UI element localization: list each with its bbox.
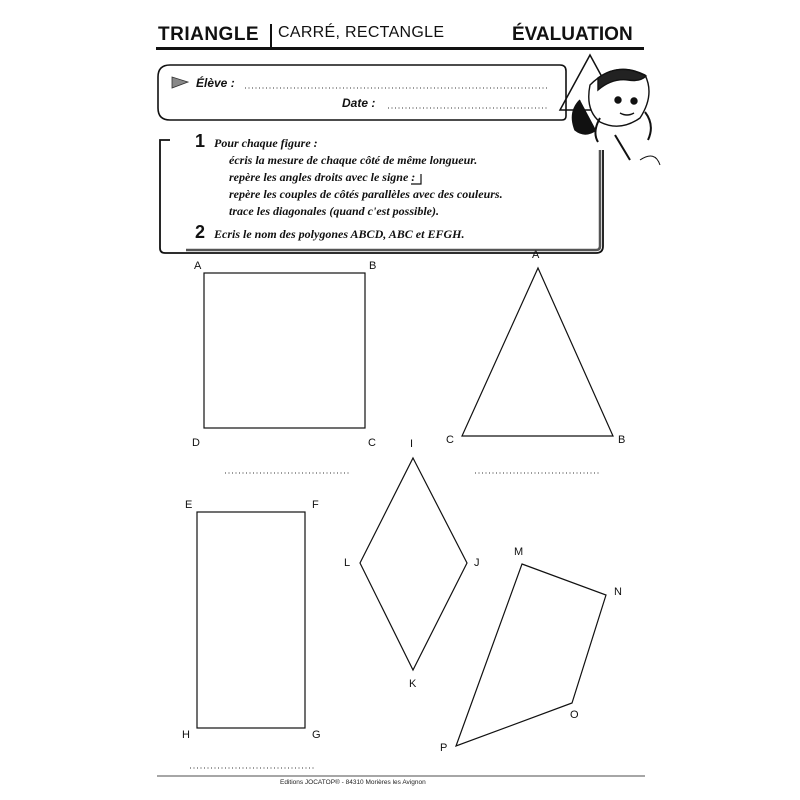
- rhombus-ijkl: [360, 458, 467, 670]
- title-evaluation: ÉVALUATION: [512, 24, 633, 45]
- title-sub: CARRÉ, RECTANGLE: [278, 24, 445, 41]
- instruction-line-4: repère les couples de côtés parallèles avec des couleurs.: [229, 187, 503, 201]
- instruction-line-5: trace les diagonales (quand c'est possible).: [229, 204, 439, 218]
- girl-character-icon: [572, 69, 660, 165]
- arrow-icon: [172, 77, 188, 88]
- rectangle-label-e: E: [185, 499, 193, 511]
- triangle-label-a: A: [532, 249, 540, 261]
- student-frame: [158, 65, 566, 120]
- step1-number: 1: [195, 131, 206, 151]
- square-abcd: [204, 273, 365, 428]
- rectangle-label-h: H: [182, 729, 190, 741]
- quad-label-o: O: [570, 709, 579, 721]
- quad-label-m: M: [514, 546, 524, 558]
- triangle-label-b: B: [618, 434, 626, 446]
- quadrilateral-mnop: [456, 564, 606, 746]
- instruction-line-3: repère les angles droits avec le signe :: [229, 170, 416, 184]
- date-label: Date :: [342, 96, 376, 110]
- instruction-step2: Ecris le nom des polygones ABCD, ABC et EFGH.: [214, 227, 465, 241]
- instruction-line-1: Pour chaque figure :: [214, 136, 318, 150]
- square-label-d: D: [192, 437, 200, 449]
- footer-credit: Editions JOCATOP® - 84310 Morières les Avignon: [280, 779, 426, 786]
- rhombus-label-j: J: [474, 557, 480, 569]
- quad-label-p: P: [440, 742, 448, 754]
- rectangle-label-g: G: [312, 729, 321, 741]
- instruction-line-2: écris la mesure de chaque côté de même longueur.: [229, 153, 478, 167]
- triangle-abc: [462, 268, 613, 436]
- rhombus-label-i: I: [410, 438, 414, 450]
- title-main: TRIANGLE: [158, 24, 260, 45]
- rhombus-label-l: L: [344, 557, 351, 569]
- square-label-c: C: [368, 437, 376, 449]
- rectangle-efgh: [197, 512, 305, 728]
- rhombus-label-k: K: [409, 678, 417, 690]
- step2-number: 2: [195, 222, 206, 242]
- square-label-b: B: [369, 260, 377, 272]
- eleve-label: Élève :: [196, 76, 235, 90]
- square-label-a: A: [194, 260, 202, 272]
- rectangle-label-f: F: [312, 499, 319, 511]
- quad-label-n: N: [614, 586, 622, 598]
- triangle-label-c: C: [446, 434, 454, 446]
